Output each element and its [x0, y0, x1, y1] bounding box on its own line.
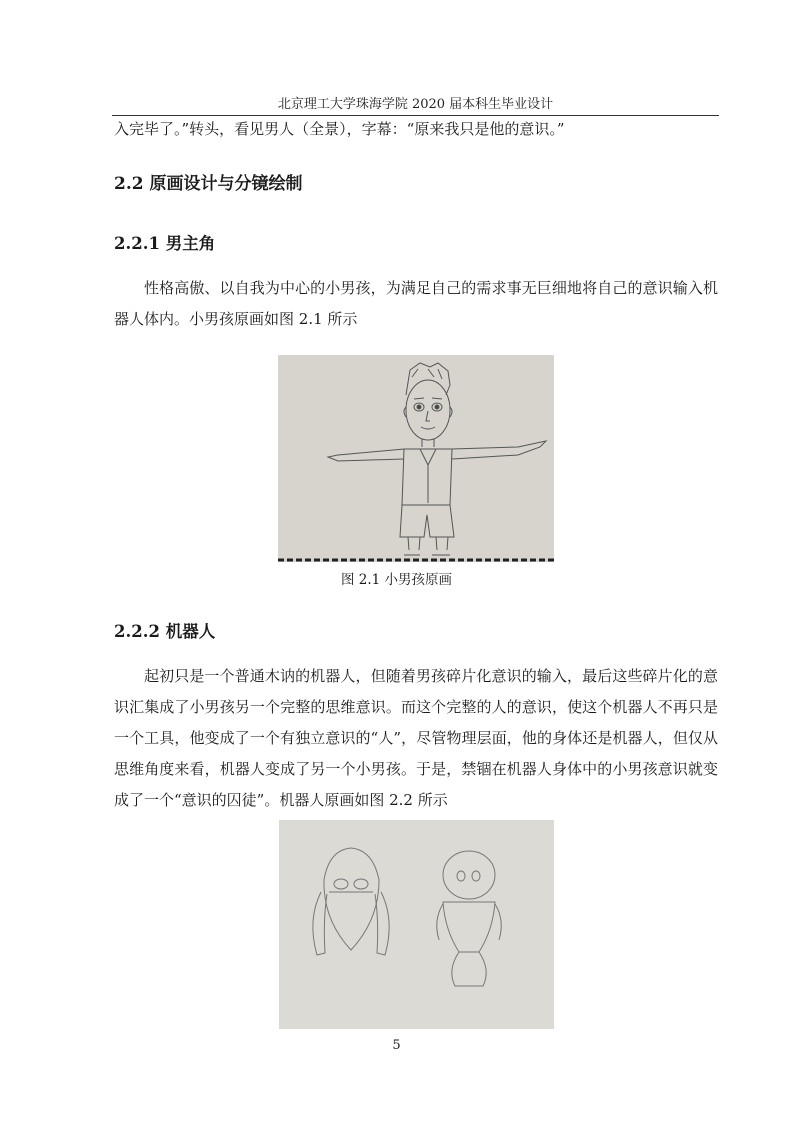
robot-sketch-image — [279, 820, 554, 1029]
paragraph-robot: 起初只是一个普通木讷的机器人，但随着男孩碎片化意识的输入，最后这些碎片化的意识汇集成了小男孩另一个完整的思维意识。而这个完整的人的意识，使这个机器人不再只是一个工具，他变成了一个有独立意识的“人”，尽管物理层面，他的身体还是机器人，但仅从思维角度来看，机器人变成了另一个小男孩。于是，禁锢在机器人身体中的小男孩意识就变成了一个“意识的囚徒”。机器人原画如图 2.2 所示 — [114, 667, 718, 809]
page-number: 5 — [392, 1038, 401, 1053]
subsection-title: 机器人 — [165, 622, 216, 641]
section-title: 原画设计与分镜绘制 — [149, 174, 303, 194]
paragraph-boy: 性格高傲、以自我为中心的小男孩，为满足自己的需求事无巨细地将自己的意识输入机器人体内。小男孩原画如图 2.1 所示 — [114, 279, 718, 328]
section-number: 2.2 — [114, 174, 144, 194]
section-heading — [114, 169, 303, 194]
subsection-title: 男主角 — [165, 234, 216, 253]
subsection-heading-1 — [114, 230, 215, 254]
subsection-number: 2.2.2 — [114, 622, 160, 641]
boy-sketch-image — [278, 355, 554, 562]
subsection-number: 2.2.1 — [114, 234, 160, 253]
continuation-text: 入完毕了。”转头，看见男人（全景），字幕：“原来我只是他的意识。” — [114, 120, 565, 138]
subsection-heading-2 — [114, 618, 215, 642]
running-header: 北京理工大学珠海学院 2020 届本科生毕业设计 — [112, 93, 719, 116]
figure-caption-2-1: 图 2.1 小男孩原画 — [340, 572, 453, 588]
